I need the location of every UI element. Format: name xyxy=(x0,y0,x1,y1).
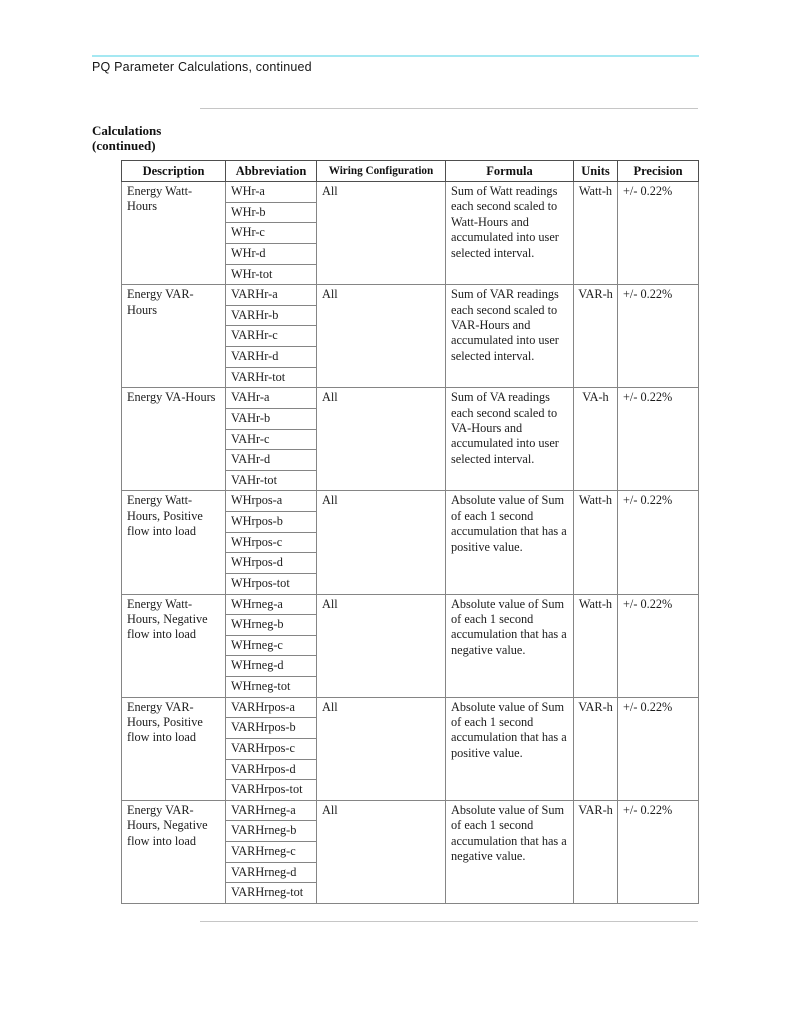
accent-rule xyxy=(92,55,699,57)
abbreviation-cell: VARHrneg-a xyxy=(226,800,317,821)
abbreviation-cell: VARHrpos-a xyxy=(226,697,317,718)
description-cell: Energy Watt-Hours xyxy=(122,182,226,285)
precision-cell: +/- 0.22% xyxy=(618,594,699,697)
wiring-configuration-cell: All xyxy=(317,800,446,903)
units-cell: VAR-h xyxy=(574,285,618,388)
abbreviation-cell: WHr-c xyxy=(226,223,317,244)
units-cell: Watt-h xyxy=(574,594,618,697)
precision-cell: +/- 0.22% xyxy=(618,800,699,903)
description-cell: Energy VAR-Hours, Positive flow into load xyxy=(122,697,226,800)
units-cell: VAR-h xyxy=(574,800,618,903)
abbreviation-cell: VARHrneg-b xyxy=(226,821,317,842)
column-header-wiring: Wiring Configuration xyxy=(317,161,446,182)
abbreviation-cell: WHr-b xyxy=(226,202,317,223)
table-row xyxy=(122,800,699,821)
description-cell: Energy VAR-Hours xyxy=(122,285,226,388)
abbreviation-cell: VARHrpos-c xyxy=(226,738,317,759)
units-cell: Watt-h xyxy=(574,491,618,594)
table-header-row xyxy=(122,161,699,182)
abbreviation-cell: WHrneg-a xyxy=(226,594,317,615)
table-row xyxy=(122,697,699,718)
abbreviation-cell: VAHr-d xyxy=(226,450,317,471)
wiring-configuration-cell: All xyxy=(317,182,446,285)
section-divider-bottom xyxy=(200,921,698,922)
formula-cell: Sum of VAR readings each second scaled to VAR-Hours and accumulated into user selected interval. xyxy=(446,285,574,388)
abbreviation-cell: VARHrneg-c xyxy=(226,842,317,863)
units-cell: VA-h xyxy=(574,388,618,491)
abbreviation-cell: VAHr-a xyxy=(226,388,317,409)
abbreviation-cell: VARHrpos-d xyxy=(226,759,317,780)
calculations-table xyxy=(121,160,699,904)
table-row xyxy=(122,285,699,306)
column-header-units: Units xyxy=(574,161,618,182)
table-row xyxy=(122,388,699,409)
abbreviation-cell: VARHr-d xyxy=(226,347,317,368)
wiring-configuration-cell: All xyxy=(317,594,446,697)
abbreviation-cell: VARHrpos-tot xyxy=(226,780,317,801)
formula-cell: Absolute value of Sum of each 1 second accumulation that has a negative value. xyxy=(446,800,574,903)
wiring-configuration-cell: All xyxy=(317,285,446,388)
formula-cell: Sum of VA readings each second scaled to VA-Hours and accumulated into user selected interval. xyxy=(446,388,574,491)
precision-cell: +/- 0.22% xyxy=(618,388,699,491)
abbreviation-cell: WHrpos-d xyxy=(226,553,317,574)
formula-cell: Absolute value of Sum of each 1 second accumulation that has a positive value. xyxy=(446,491,574,594)
wiring-configuration-cell: All xyxy=(317,388,446,491)
formula-cell: Sum of Watt readings each second scaled to Watt-Hours and accumulated into user selected interval. xyxy=(446,182,574,285)
precision-cell: +/- 0.22% xyxy=(618,491,699,594)
column-header-formula: Formula xyxy=(446,161,574,182)
column-header-desc: Description xyxy=(122,161,226,182)
abbreviation-cell: WHrneg-tot xyxy=(226,677,317,698)
wiring-configuration-cell: All xyxy=(317,697,446,800)
abbreviation-cell: VARHr-c xyxy=(226,326,317,347)
units-cell: Watt-h xyxy=(574,182,618,285)
abbreviation-cell: VAHr-b xyxy=(226,408,317,429)
description-cell: Energy Watt-Hours, Positive flow into load xyxy=(122,491,226,594)
abbreviation-cell: WHrneg-b xyxy=(226,615,317,636)
precision-cell: +/- 0.22% xyxy=(618,182,699,285)
page-header: PQ Parameter Calculations, continued xyxy=(92,60,312,74)
table-row xyxy=(122,182,699,203)
abbreviation-cell: WHrpos-c xyxy=(226,532,317,553)
section-title-line2: (continued) xyxy=(92,137,156,153)
precision-cell: +/- 0.22% xyxy=(618,285,699,388)
table-header xyxy=(122,161,699,182)
section-title-line1: Calculations xyxy=(92,123,162,138)
abbreviation-cell: WHr-a xyxy=(226,182,317,203)
column-header-abbr: Abbreviation xyxy=(226,161,317,182)
section-title xyxy=(92,124,161,153)
abbreviation-cell: VAHr-tot xyxy=(226,470,317,491)
table-body xyxy=(122,182,699,904)
abbreviation-cell: VARHr-b xyxy=(226,305,317,326)
abbreviation-cell: WHr-tot xyxy=(226,264,317,285)
abbreviation-cell: VAHr-c xyxy=(226,429,317,450)
abbreviation-cell: VARHr-tot xyxy=(226,367,317,388)
abbreviation-cell: WHrneg-c xyxy=(226,635,317,656)
abbreviation-cell: VARHrneg-tot xyxy=(226,883,317,904)
section-divider-top xyxy=(200,108,698,109)
description-cell: Energy VA-Hours xyxy=(122,388,226,491)
formula-cell: Absolute value of Sum of each 1 second accumulation that has a negative value. xyxy=(446,594,574,697)
abbreviation-cell: VARHr-a xyxy=(226,285,317,306)
wiring-configuration-cell: All xyxy=(317,491,446,594)
abbreviation-cell: WHrpos-a xyxy=(226,491,317,512)
precision-cell: +/- 0.22% xyxy=(618,697,699,800)
abbreviation-cell: WHr-d xyxy=(226,243,317,264)
description-cell: Energy Watt-Hours, Negative flow into load xyxy=(122,594,226,697)
abbreviation-cell: VARHrneg-d xyxy=(226,862,317,883)
table-row xyxy=(122,491,699,512)
abbreviation-cell: WHrpos-tot xyxy=(226,573,317,594)
abbreviation-cell: WHrpos-b xyxy=(226,512,317,533)
abbreviation-cell: VARHrpos-b xyxy=(226,718,317,739)
table-row xyxy=(122,594,699,615)
description-cell: Energy VAR-Hours, Negative flow into load xyxy=(122,800,226,903)
column-header-precision: Precision xyxy=(618,161,699,182)
abbreviation-cell: WHrneg-d xyxy=(226,656,317,677)
formula-cell: Absolute value of Sum of each 1 second accumulation that has a positive value. xyxy=(446,697,574,800)
units-cell: VAR-h xyxy=(574,697,618,800)
